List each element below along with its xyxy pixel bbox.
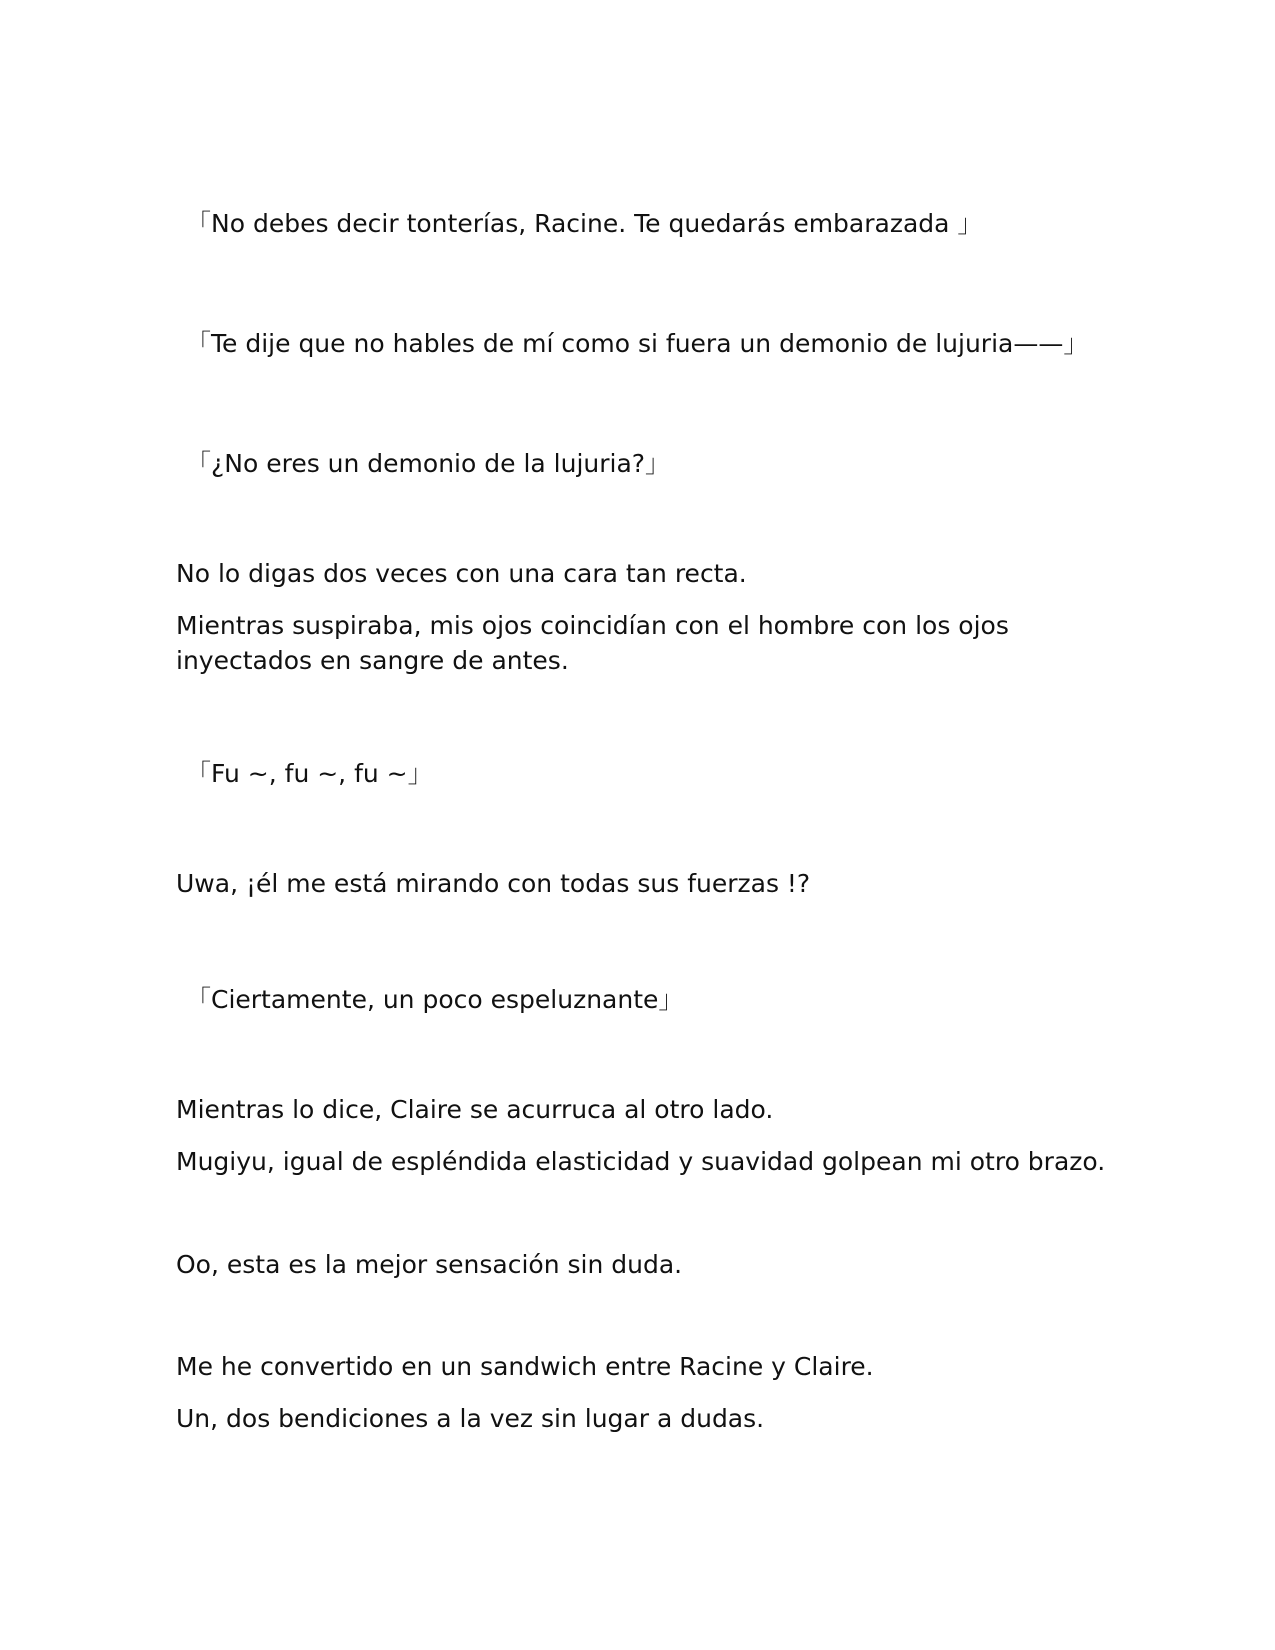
dialogue-line: 「Ciertamente, un poco espeluznante」 <box>186 985 684 1014</box>
dialogue-line: 「Te dije que no hables de mí como si fuera un demonio de lujuria——」 <box>186 329 1089 358</box>
dialogue-line: 「No debes decir tonterías, Racine. Te quedarás embarazada 」 <box>186 209 983 238</box>
narration-line: Mientras lo dice, Claire se acurruca al otro lado. <box>176 1095 774 1124</box>
narration-line: No lo digas dos veces con una cara tan recta. <box>176 559 747 588</box>
narration-line: Me he convertido en un sandwich entre Racine y Claire. <box>176 1352 874 1381</box>
narration-line: Oo, esta es la mejor sensación sin duda. <box>176 1250 683 1279</box>
narration-line: Mugiyu, igual de espléndida elasticidad y suavidad golpean mi otro brazo. <box>176 1147 1106 1176</box>
dialogue-line: 「¿No eres un demonio de la lujuria?」 <box>186 449 671 478</box>
narration-line: Uwa, ¡él me está mirando con todas sus fuerzas !? <box>176 869 811 898</box>
dialogue-line: 「Fu ~, fu ~, fu ~」 <box>186 759 433 788</box>
narration-line: Un, dos bendiciones a la vez sin lugar a dudas. <box>176 1404 765 1433</box>
narration-line: Mientras suspiraba, mis ojos coincidían con el hombre con los ojos inyectados en sangre de antes. <box>176 611 1009 675</box>
